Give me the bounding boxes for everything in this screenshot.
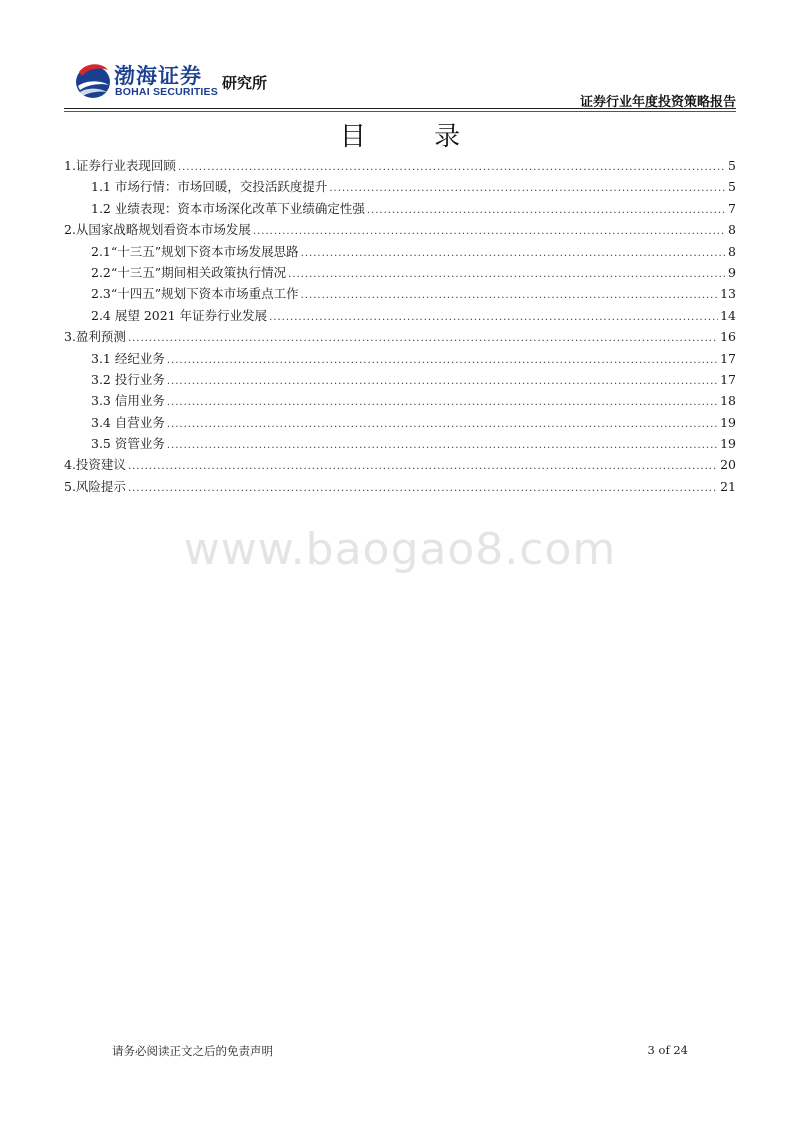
- toc-leader-dots: [269, 307, 718, 326]
- toc-entry[interactable]: [64, 262, 736, 283]
- toc-leader-dots: [128, 456, 718, 475]
- bohai-logo: [74, 58, 284, 102]
- toc-leader-dots: [253, 221, 726, 240]
- toc-entry-page: 16: [720, 329, 736, 345]
- toc-entry-page: 9: [728, 264, 736, 280]
- toc-entry[interactable]: [64, 326, 736, 347]
- toc-entry-page: 14: [720, 307, 736, 323]
- toc-entry-text: 1.2 业绩表现：资本市场深化改革下业绩确定性强: [91, 200, 365, 216]
- toc-leader-dots: [167, 414, 718, 433]
- toc-entry-page: 5: [728, 158, 736, 173]
- footer-disclaimer: 请务必阅读正文之后的免责声明: [112, 1044, 273, 1058]
- toc-leader-dots: [329, 178, 726, 197]
- toc-entry-page: 5: [728, 179, 736, 195]
- toc-leader-dots: [367, 200, 726, 219]
- toc-entry-page: 13: [720, 286, 736, 302]
- institute-label: 研究所: [222, 74, 268, 92]
- toc-leader-dots: [128, 328, 718, 347]
- toc-entry-text: 2.3“十四五”规划下资本市场重点工作: [91, 286, 299, 302]
- toc-entry[interactable]: [64, 433, 736, 454]
- toc-entry-text: 3.4 自营业务: [91, 414, 165, 430]
- toc-entry[interactable]: [64, 219, 736, 240]
- logo-english-name: BOHAI SECURITIES: [115, 86, 218, 98]
- toc-entry-text: 2.4 展望 2021 年证券行业发展: [91, 307, 268, 323]
- toc-entry-page: 19: [720, 414, 736, 430]
- table-of-contents: [64, 155, 736, 497]
- toc-heading: 目 录: [339, 122, 491, 152]
- toc-entry[interactable]: [64, 155, 736, 176]
- toc-entry[interactable]: [64, 412, 736, 433]
- toc-entry-text: 4.投资建议: [64, 457, 126, 473]
- toc-entry-page: 17: [720, 371, 736, 387]
- toc-leader-dots: [167, 371, 718, 390]
- toc-entry-page: 18: [720, 393, 736, 409]
- toc-entry-text: 3.盈利预测: [64, 329, 126, 345]
- report-title: 证券行业年度投资策略报告: [579, 95, 736, 110]
- toc-entry-page: 19: [720, 436, 736, 452]
- toc-entry-text: 2.从国家战略规划看资本市场发展: [64, 222, 251, 238]
- toc-entry[interactable]: [64, 283, 736, 304]
- toc-leader-dots: [167, 435, 718, 454]
- toc-entry-text: 5.风险提示: [64, 478, 126, 494]
- toc-entry-text: 2.1“十三五”规划下资本市场发展思路: [91, 243, 299, 259]
- footer-page-number: 3 of 24: [647, 1043, 688, 1057]
- toc-entry[interactable]: [64, 176, 736, 197]
- toc-leader-dots: [167, 392, 718, 411]
- logo-chinese-name: 渤海证券: [114, 64, 202, 88]
- toc-entry[interactable]: [64, 305, 736, 326]
- toc-entry-text: 3.2 投行业务: [91, 371, 165, 387]
- toc-entry[interactable]: [64, 198, 736, 219]
- toc-leader-dots: [167, 350, 718, 369]
- toc-entry[interactable]: [64, 454, 736, 475]
- toc-entry[interactable]: [64, 369, 736, 390]
- toc-entry-text: 3.5 资管业务: [91, 436, 165, 452]
- toc-entry-text: 1.证券行业表现回顾: [64, 158, 176, 173]
- toc-leader-dots: [301, 243, 726, 262]
- toc-entry[interactable]: [64, 241, 736, 262]
- toc-entry[interactable]: [64, 390, 736, 411]
- toc-entry-text: 2.2“十三五”期间相关政策执行情况: [91, 264, 287, 280]
- toc-entry-text: 3.3 信用业务: [91, 393, 165, 409]
- bohai-logo-mark-icon: [74, 58, 112, 102]
- toc-leader-dots: [178, 157, 726, 176]
- toc-entry[interactable]: [64, 476, 736, 497]
- toc-entry[interactable]: [64, 348, 736, 369]
- toc-entry-page: 8: [728, 243, 736, 259]
- header-divider: [64, 108, 736, 109]
- watermark: www.baogao8.com: [183, 524, 617, 575]
- toc-entry-page: 17: [720, 350, 736, 366]
- toc-entry-text: 3.1 经纪业务: [91, 350, 165, 366]
- toc-entry-page: 20: [720, 457, 736, 473]
- toc-entry-page: 8: [728, 222, 736, 238]
- toc-entry-page: 21: [720, 478, 736, 494]
- toc-leader-dots: [128, 478, 718, 497]
- toc-entry-page: 7: [728, 200, 736, 216]
- toc-entry-text: 1.1 市场行情：市场回暖，交投活跃度提升: [91, 179, 328, 195]
- header-divider-thin: [64, 111, 736, 112]
- toc-leader-dots: [301, 285, 718, 304]
- toc-leader-dots: [288, 264, 726, 283]
